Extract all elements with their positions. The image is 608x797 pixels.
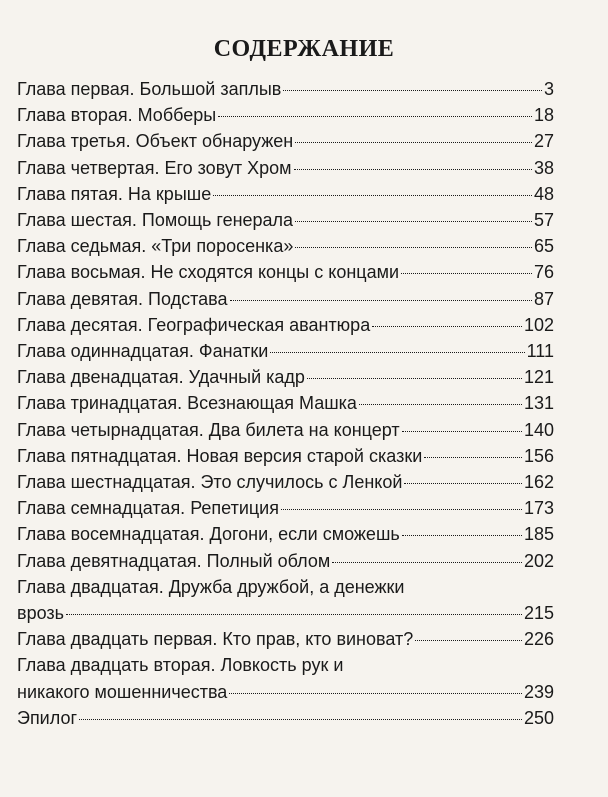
toc-entry-title: Глава вторая. Мобберы [17,105,217,126]
dot-leader [415,640,522,641]
toc-entry-page-number: 57 [533,210,554,231]
dot-leader [66,614,522,615]
toc-entry-page-number: 156 [523,445,554,466]
toc-entry-line [17,338,554,364]
toc-entry-page-number: 162 [523,472,554,493]
toc-entry-line [17,495,554,521]
toc-entry-title: Глава восемнадцатая. Догони, если сможешь [17,524,400,545]
dot-leader [402,431,522,432]
toc-entry-line [17,417,554,443]
toc-entry-page-number: 250 [523,707,554,728]
toc-entry [17,574,554,626]
toc-entry-title: Глава двенадцатая. Удачный кадр [17,367,305,388]
toc-entry-line [17,181,554,207]
dot-leader [402,535,522,536]
toc-entry-line [17,652,554,678]
toc-entry-line [17,600,554,626]
toc-entry-page-number: 140 [523,419,554,440]
toc-entry-title: Глава одиннадцатая. Фанатки [17,341,269,362]
dot-leader [295,221,532,222]
toc-entry [17,286,554,312]
toc-entry-title: Глава четырнадцатая. Два билета на концерт [17,419,400,440]
dot-leader [404,483,522,484]
toc-entry [17,259,554,285]
dot-leader [270,352,524,353]
toc-entry [17,312,554,338]
toc-entry-line [17,259,554,285]
toc-entry [17,128,554,154]
toc-entry [17,443,554,469]
page-title: СОДЕРЖАНИЕ [213,36,395,62]
toc-entry-line [17,76,554,102]
toc-entry [17,364,554,390]
dot-leader [283,90,542,91]
toc-entry-line [17,548,554,574]
toc-entry-page-number: 111 [526,341,554,362]
toc-entry-line [17,626,554,652]
toc-entry-page-number: 121 [523,367,554,388]
toc-entry-line [17,312,554,338]
toc-entry-line [17,286,554,312]
toc-entry-title: Глава четвертая. Его зовут Хром [17,157,292,178]
toc-entry-line [17,364,554,390]
dot-leader [230,300,532,301]
dot-leader [359,404,522,405]
toc-entry [17,548,554,574]
dot-leader [79,719,522,720]
toc-entry-title: Глава восьмая. Не сходятся концы с концами [17,262,400,283]
toc-entry-title: Глава шестая. Помощь генерала [17,210,294,231]
dot-leader [213,195,532,196]
table-of-contents [17,76,554,731]
toc-entry-title: Глава девятнадцатая. Полный облом [17,550,331,571]
toc-entry-title: Глава тринадцатая. Всезнающая Машка [17,393,357,414]
toc-entry [17,181,554,207]
toc-entry-page-number: 185 [523,524,554,545]
toc-entry [17,102,554,128]
dot-leader [372,326,522,327]
dot-leader [332,562,522,563]
toc-entry-line [17,679,554,705]
toc-entry-title: Глава пятая. На крыше [17,183,212,204]
toc-entry-title: Глава шестнадцатая. Это случилось с Ленкой [17,472,403,493]
toc-entry-line [17,207,554,233]
toc-entry-line [17,390,554,416]
dot-leader [294,169,532,170]
toc-entry-page-number: 76 [533,262,554,283]
toc-entry-line [17,128,554,154]
toc-entry-title: Глава третья. Объект обнаружен [17,131,294,152]
dot-leader [307,378,522,379]
toc-entry-page-number: 65 [533,236,554,257]
toc-entry [17,390,554,416]
dot-leader [424,457,522,458]
toc-entry [17,155,554,181]
dot-leader [229,693,522,694]
toc-entry-page-number: 102 [523,314,554,335]
toc-entry [17,338,554,364]
toc-entry-page-number: 18 [533,105,554,126]
toc-entry-title: Глава семнадцатая. Репетиция [17,498,279,519]
toc-entry-page-number: 226 [523,629,554,650]
toc-entry-title: Глава седьмая. «Три поросенка» [17,236,294,257]
toc-entry [17,76,554,102]
dot-leader [295,247,532,248]
toc-entry-line [17,705,554,731]
toc-entry-line [17,469,554,495]
toc-entry-title: врозь [17,603,65,624]
toc-entry [17,495,554,521]
toc-entry-title: Глава пятнадцатая. Новая версия старой сказки [17,445,423,466]
toc-entry [17,417,554,443]
dot-leader [401,273,532,274]
toc-entry-page-number: 27 [533,131,554,152]
toc-entry-title: Глава двадцать первая. Кто прав, кто виноват? [17,629,414,650]
toc-entry-page-number: 131 [523,393,554,414]
toc-entry-page-number: 38 [533,157,554,178]
toc-entry [17,207,554,233]
toc-entry [17,469,554,495]
toc-entry-page-number: 215 [523,603,554,624]
toc-entry-line [17,521,554,547]
toc-entry-title: Глава двадцать вторая. Ловкость рук и [17,655,344,676]
toc-entry-line [17,443,554,469]
toc-entry-title: Глава девятая. Подстава [17,288,228,309]
toc-entry-page-number: 87 [533,288,554,309]
toc-entry-title: Глава первая. Большой заплыв [17,79,282,99]
toc-entry [17,652,554,704]
toc-entry [17,705,554,731]
dot-leader [281,509,522,510]
toc-entry-line [17,155,554,181]
toc-entry-page-number: 239 [523,681,554,702]
toc-entry [17,233,554,259]
toc-entry [17,626,554,652]
toc-entry-title: никакого мошенничества [17,681,228,702]
toc-entry-title: Глава десятая. Географическая авантюра [17,314,371,335]
toc-entry [17,521,554,547]
toc-entry-page-number: 48 [533,183,554,204]
dot-leader [295,142,532,143]
toc-entry-page-number: 202 [523,550,554,571]
toc-entry-line [17,233,554,259]
toc-entry-title: Эпилог [17,707,78,728]
toc-entry-title: Глава двадцатая. Дружба дружбой, а денежки [17,576,405,597]
toc-entry-page-number: 173 [523,498,554,519]
toc-entry-line [17,102,554,128]
dot-leader [218,116,532,117]
toc-entry-line [17,574,554,600]
toc-entry-page-number: 3 [543,79,554,99]
